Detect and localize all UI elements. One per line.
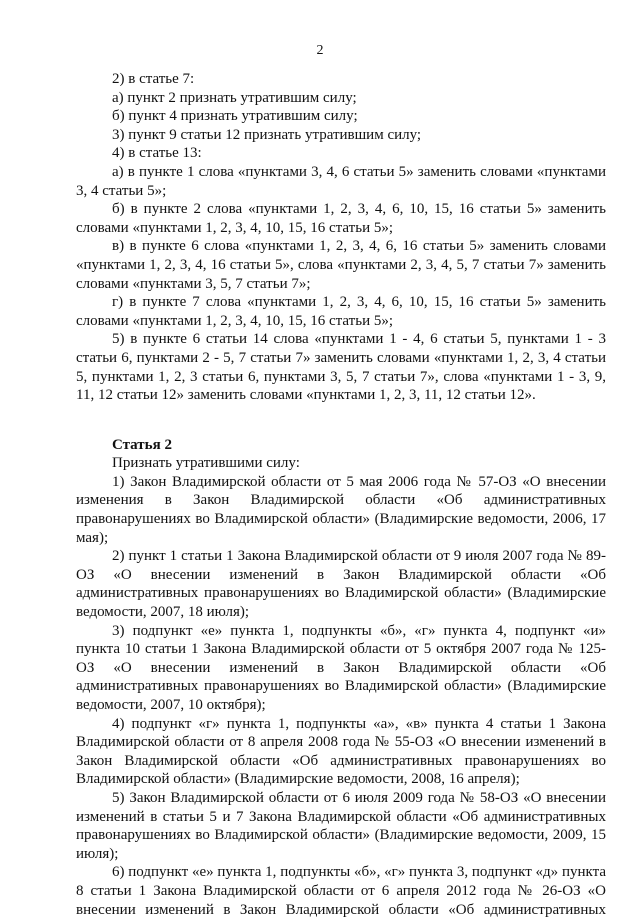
article1-item: в) в пункте 6 слова «пунктами 1, 2, 3, 4, 6, 16 статьи 5» заменить словами «пунктами 1, 2, 3, 4, 16 статьи 5», слова «пунктами 2, 3, 4, 5, 7 статьи 7» заменить словами «пунктами 3, 5, 7 статьи 7»; [76,238,606,292]
article2-item: 6) подпункт «е» пункта 1, подпункты «б», «г» пункта 3, подпункт «д» пункта 8 статьи 1 Закона Владимирской области от 6 апреля 2012 года № 26-ОЗ «О внесении изменений в Закон Владимирской области «Об административных [76,864,606,918]
article1-item: а) пункт 2 признать утратившим силу; [112,89,357,106]
article1-item: 3) пункт 9 статьи 12 признать утратившим силу; [112,126,422,143]
page-number: 2 [316,43,324,58]
article1-item: 5) в пункте 6 статьи 14 слова «пунктами 1 - 4, 6 статьи 5, пунктами 1 - 3 статьи 6, пунктами 2 - 5, 7 статьи 7» заменить словами «пунктами 1, 2, 3, 4 статьи 5, пунктами 1, 2, 3 статьи 6, пунктами 3, 5, 7 статьи 7», слова «пунктами 1 - 3, 9, 11, 12 статьи 12» заменить словами «пунктами 1, 2, 3, 11, 12 статьи 12». [76,331,606,404]
article2-intro: Признать утратившими силу: [112,455,300,472]
article1-item: г) в пункте 7 слова «пунктами 1, 2, 3, 4, 6, 10, 15, 16 статьи 5» заменить словами «пунктами 1, 2, 3, 4, 10, 15, 16 статьи 5»; [76,294,606,329]
article1-item: б) пункт 4 признать утратившим силу; [112,108,358,125]
article1-item: а) в пункте 1 слова «пунктами 3, 4, 6 статьи 5» заменить словами «пунктами 3, 4 статьи 5»; [76,163,606,199]
article2-item: 4) подпункт «г» пункта 1, подпункты «а», «в» пункта 4 статьи 1 Закона Владимирской области от 8 апреля 2008 года № 55-ОЗ «О внесении изменений в Закон Владимирской области «Об административных правонарушениях во Владимирской области» (Владимирские ведомости, 2008, 16 апреля); [76,715,606,788]
document-body [76,70,606,919]
article1-item: 2) в статье 7: [112,71,195,87]
article2-item: 5) Закон Владимирской области от 6 июля 2009 года № 58-ОЗ «О внесении изменений в статьи 5 и 7 Закона Владимирской области «Об административных правонарушениях во Владимирской области» (Владимирские ведомости, 2009, 15 июля); [76,789,606,862]
article1-item: б) в пункте 2 слова «пунктами 1, 2, 3, 4, 6, 10, 15, 16 статьи 5» заменить словами «пунктами 1, 2, 3, 4, 10, 15, 16 статьи 5»; [76,201,606,236]
article2-heading: Статья 2 [112,436,172,453]
article2-item: 3) подпункт «е» пункта 1, подпункты «б», «г» пункта 4, подпункт «и» пункта 10 статьи 1 Закона Владимирской области от 5 октября 2007 года № 125-ОЗ «О внесении изменений в Закон Владимирской области «Об административных правонарушениях во Владимирской области» (Владимирские ведомости, 2007, 10 октября); [76,622,606,713]
article2-item: 1) Закон Владимирской области от 5 мая 2006 года № 57-ОЗ «О внесении изменения в Закон Владимирской области «Об административных правонарушениях во Владимирской области» (Владимирские ведомости, 2006, 17 мая); [76,473,606,546]
article2-item: 2) пункт 1 статьи 1 Закона Владимирской области от 9 июля 2007 года № 89-ОЗ «О внесении изменений в Закон Владимирской области «Об административных правонарушениях во Владимирской области» (Владимирские ведомости, 2007, 18 июля); [76,548,606,621]
article1-item: 4) в статье 13: [112,145,202,162]
